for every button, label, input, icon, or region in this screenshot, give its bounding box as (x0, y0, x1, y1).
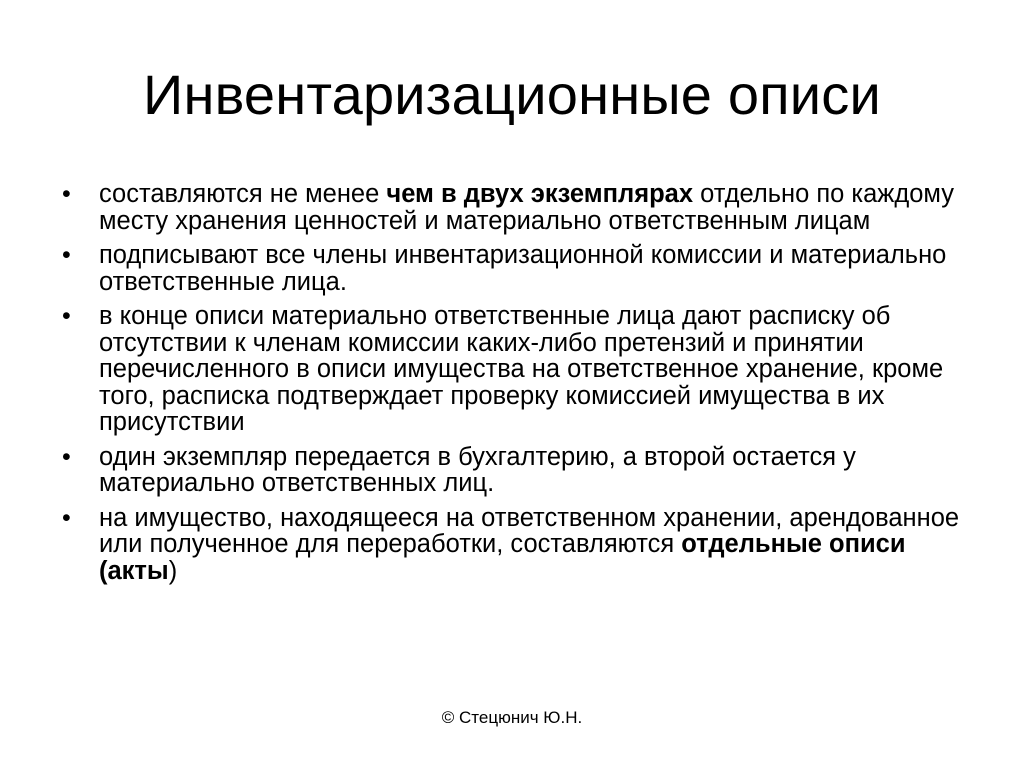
bullet-item (62, 303, 962, 436)
bullet-marker: • (62, 302, 71, 330)
bullet-text: составляются не менее (99, 180, 387, 208)
bullet-text: один экземпляр передается в бухгалтерию, а второй остается у материально ответственных лиц. (99, 442, 856, 497)
copyright-footer: © Стецюнич Ю.Н. (441, 708, 583, 727)
bullet-item (62, 444, 962, 497)
bullet-list (62, 181, 962, 592)
bullet-marker: • (62, 442, 71, 471)
bullet-text: ) (168, 556, 178, 585)
bullet-item (62, 505, 962, 585)
slide-title: Инвентаризационные описи (143, 63, 881, 126)
bullet-text: на имущество, находящееся на ответственном хранении, арендованное или полученное для переработки, составляются (99, 503, 960, 558)
bullet-bold-text: чем в двух экземплярах (386, 180, 694, 208)
bullet-text: подписывают все члены инвентаризационной комиссии и материально ответственные лица. (99, 241, 947, 296)
bullet-bold-text: отдельные описи (акты (99, 530, 906, 585)
bullet-text: отдельно по каждому месту хранения ценностей и материально ответственным лицам (99, 180, 954, 235)
bullet-marker: • (62, 241, 71, 269)
bullet-marker: • (62, 180, 71, 208)
bullet-item (62, 181, 962, 234)
bullet-text: в конце описи материально ответственные лица дают расписку об отсутствии к членам комиссии каких-либо претензий и принятии перечисленного в описи имущества на ответственное хранение, кроме того, расписка подтверждает проверку комиссией имущества в их присутствии (99, 302, 944, 436)
bullet-item (62, 242, 962, 295)
bullet-marker: • (62, 503, 71, 532)
